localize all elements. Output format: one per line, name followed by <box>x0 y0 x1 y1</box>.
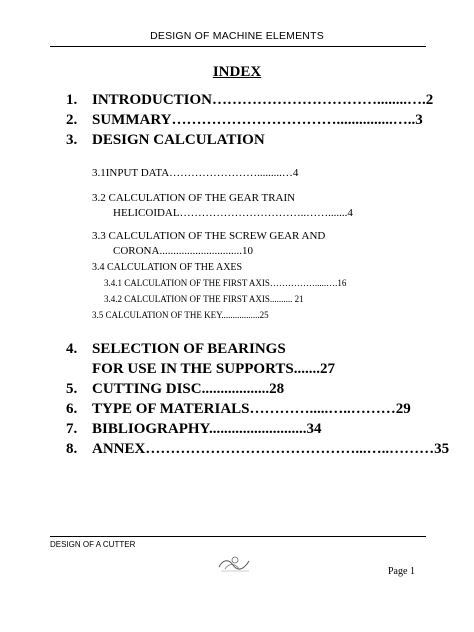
entry-3-number: 3. <box>66 132 78 148</box>
entry-6-number: 6. <box>66 401 78 417</box>
sub-entry-3-1: 3.1INPUT DATA…………………….........…4 <box>92 167 299 179</box>
sub-entry-3-4-1: 3.4.1 CALCULATION OF THE FIRST AXIS…………….....….16 <box>104 278 347 288</box>
entry-5-number: 5. <box>66 381 78 397</box>
sub-entry-3-2: 3.2 CALCULATION OF THE GEAR TRAIN <box>92 192 296 204</box>
sub-entry-3-3-cont: CORONA..............................10 <box>113 245 253 257</box>
index-title: INDEX <box>212 64 262 80</box>
entry-8-text: ANNEX……………………………………...…..………35 <box>92 441 450 457</box>
entry-1-text: INTRODUCTION……………………………........….2 <box>92 92 434 108</box>
entry-4-text: SELECTION OF BEARINGS <box>92 341 286 357</box>
entry-4-text-cont: FOR USE IN THE SUPPORTS.......27 <box>92 361 335 377</box>
decorative-stamp-icon <box>215 551 255 575</box>
sub-entry-3-5: 3.5 CALCULATION OF THE KEY.................25 <box>92 310 269 320</box>
entry-4-number: 4. <box>66 341 78 357</box>
sub-entry-3-4-2: 3.4.2 CALCULATION OF THE FIRST AXIS.......... 21 <box>104 294 304 304</box>
entry-6-text: TYPE OF MATERIALS………….....…..………29 <box>92 401 411 417</box>
page-number: Page 1 <box>388 566 415 577</box>
header-rule <box>50 46 426 47</box>
entry-7-text: BIBLIOGRAPHY..........................34 <box>92 421 322 437</box>
entry-2-number: 2. <box>66 112 78 128</box>
entry-8-number: 8. <box>66 441 78 457</box>
entry-2-text: SUMMARY……………………………...............…..3 <box>92 112 423 128</box>
sub-entry-3-3: 3.3 CALCULATION OF THE SCREW GEAR AND <box>92 230 326 242</box>
entry-5-text: CUTTING DISC..................28 <box>92 381 285 397</box>
sub-entry-3-2-cont: HELICOIDAL……………………………..…….......4 <box>113 207 353 219</box>
sub-entry-3-4: 3.4 CALCULATION OF THE AXES <box>92 262 243 273</box>
entry-7-number: 7. <box>66 421 78 437</box>
entry-3-text: DESIGN CALCULATION <box>92 132 265 148</box>
footer-rule <box>50 536 426 537</box>
entry-1-number: 1. <box>66 92 78 108</box>
running-footer: DESIGN OF A CUTTER <box>50 540 136 549</box>
running-header: DESIGN OF MACHINE ELEMENTS <box>150 30 324 42</box>
